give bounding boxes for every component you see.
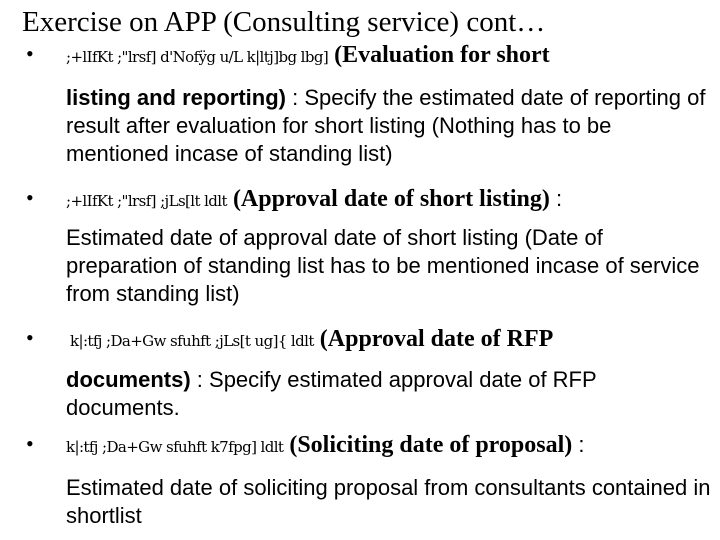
bullet-body (66, 84, 714, 168)
bullet-marker: • (26, 41, 34, 66)
bullet-body (66, 224, 714, 308)
bullet-heading-line (70, 324, 718, 356)
bullet-body (66, 366, 714, 422)
english-label: (Evaluation for short (334, 42, 550, 68)
body-text: : Specify the estimated date of reporting of result after evaluation for short listing (Nothing has to be mentioned incase of standing list) (66, 85, 706, 166)
body-text: : Specify estimated approval date of RFP documents. (66, 367, 597, 420)
bullet-heading-line (66, 430, 714, 462)
body-text: Estimated date of soliciting proposal from consultants contained in shortlist (66, 475, 711, 528)
bullet-marker: • (26, 185, 34, 210)
bullet-marker: • (26, 431, 34, 456)
nepali-legacy-text: k|:tfj ;Da+Gw sfuhft ;jLs[t ug]{ ldlt (70, 332, 314, 350)
nepali-legacy-text: ;+lIfKt ;"lrsf] d'Nofÿg u/L k|ltj]bg lbg] (66, 48, 329, 66)
body-text: Estimated date of approval date of short listing (Date of preparation of standing list has to be mentioned incase of service from standing list) (66, 225, 700, 306)
colon: : (572, 432, 585, 457)
bullet-heading-line (66, 40, 714, 72)
nepali-legacy-text: ;+lIfKt ;"lrsf] ;jLs[lt ldlt (66, 192, 227, 210)
colon: : (549, 186, 563, 211)
continued-label: listing and reporting) (66, 85, 286, 110)
bullet-heading-line (66, 184, 714, 216)
english-label: (Approval date of short listing) (232, 186, 550, 212)
bullet-marker: • (26, 325, 34, 350)
nepali-legacy-text: k|:tfj ;Da+Gw sfuhft k7fpg] ldlt (66, 438, 284, 456)
slide-title: Exercise on APP (Consulting service) cont… (22, 6, 546, 38)
english-label: (Approval date of RFP (319, 326, 554, 352)
bullet-body (66, 474, 714, 530)
continued-label: documents) (66, 367, 191, 392)
english-label: (Soliciting date of proposal) (289, 432, 573, 458)
